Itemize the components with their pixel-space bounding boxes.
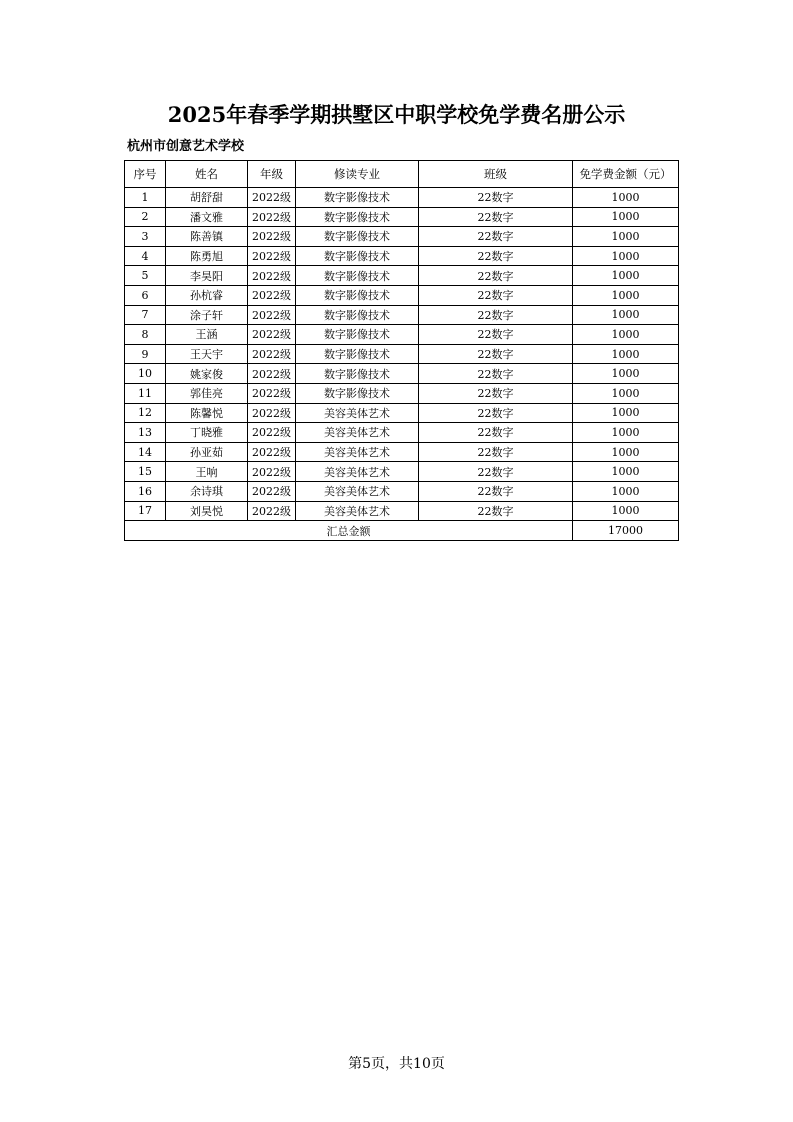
- cell-name: 孙亚茹: [166, 442, 248, 462]
- cell-index: 14: [125, 442, 166, 462]
- cell-index: 9: [125, 344, 166, 364]
- header-major: 修读专业: [296, 161, 419, 188]
- cell-grade: 2022级: [248, 383, 296, 403]
- cell-major: 数字影像技术: [296, 207, 419, 227]
- cell-major: 美容美体艺术: [296, 442, 419, 462]
- cell-amount: 1000: [573, 227, 679, 247]
- cell-index: 15: [125, 462, 166, 482]
- cell-index: 16: [125, 481, 166, 501]
- cell-name: 陈善镇: [166, 227, 248, 247]
- header-class: 班级: [419, 161, 573, 188]
- cell-major: 数字影像技术: [296, 305, 419, 325]
- header-name: 姓名: [166, 161, 248, 188]
- cell-grade: 2022级: [248, 266, 296, 286]
- cell-name: 涂子轩: [166, 305, 248, 325]
- cell-amount: 1000: [573, 462, 679, 482]
- cell-class: 22数字: [419, 305, 573, 325]
- cell-index: 10: [125, 364, 166, 384]
- cell-amount: 1000: [573, 246, 679, 266]
- page-title: 2025年春季学期拱墅区中职学校免学费名册公示: [167, 102, 626, 127]
- cell-index: 2: [125, 207, 166, 227]
- cell-major: 数字影像技术: [296, 285, 419, 305]
- cell-index: 4: [125, 246, 166, 266]
- cell-amount: 1000: [573, 207, 679, 227]
- cell-amount: 1000: [573, 305, 679, 325]
- cell-class: 22数字: [419, 325, 573, 345]
- cell-major: 数字影像技术: [296, 383, 419, 403]
- cell-amount: 1000: [573, 364, 679, 384]
- cell-major: 数字影像技术: [296, 266, 419, 286]
- cell-index: 12: [125, 403, 166, 423]
- cell-index: 5: [125, 266, 166, 286]
- cell-name: 丁晓雅: [166, 423, 248, 443]
- cell-class: 22数字: [419, 364, 573, 384]
- cell-index: 3: [125, 227, 166, 247]
- table-row: [125, 364, 679, 384]
- table-row: [125, 344, 679, 364]
- header-amount: 免学费金额（元）: [573, 161, 679, 188]
- cell-index: 13: [125, 423, 166, 443]
- cell-grade: 2022级: [248, 285, 296, 305]
- cell-major: 数字影像技术: [296, 188, 419, 208]
- cell-major: 美容美体艺术: [296, 403, 419, 423]
- total-value: 17000: [573, 521, 679, 541]
- cell-amount: 1000: [573, 188, 679, 208]
- fee-exemption-table: [124, 160, 679, 541]
- cell-grade: 2022级: [248, 344, 296, 364]
- table-row: [125, 207, 679, 227]
- cell-amount: 1000: [573, 403, 679, 423]
- table-row: [125, 325, 679, 345]
- cell-name: 余诗琪: [166, 481, 248, 501]
- cell-major: 美容美体艺术: [296, 462, 419, 482]
- cell-amount: 1000: [573, 481, 679, 501]
- table-body: [125, 188, 679, 521]
- cell-index: 1: [125, 188, 166, 208]
- cell-grade: 2022级: [248, 501, 296, 521]
- table-row: [125, 403, 679, 423]
- cell-amount: 1000: [573, 501, 679, 521]
- cell-name: 姚家俊: [166, 364, 248, 384]
- table-row: [125, 423, 679, 443]
- cell-class: 22数字: [419, 227, 573, 247]
- cell-name: 陈勇旭: [166, 246, 248, 266]
- cell-amount: 1000: [573, 383, 679, 403]
- table-row: [125, 462, 679, 482]
- table-row: [125, 285, 679, 305]
- cell-grade: 2022级: [248, 246, 296, 266]
- cell-name: 王天宇: [166, 344, 248, 364]
- cell-amount: 1000: [573, 423, 679, 443]
- cell-class: 22数字: [419, 403, 573, 423]
- cell-name: 陈馨悦: [166, 403, 248, 423]
- table-row: [125, 481, 679, 501]
- cell-name: 胡舒甜: [166, 188, 248, 208]
- cell-major: 美容美体艺术: [296, 481, 419, 501]
- school-name: 杭州市创意艺术学校: [127, 139, 245, 154]
- cell-class: 22数字: [419, 462, 573, 482]
- cell-major: 数字影像技术: [296, 344, 419, 364]
- table-row: [125, 442, 679, 462]
- table-row: [125, 227, 679, 247]
- cell-major: 美容美体艺术: [296, 423, 419, 443]
- cell-major: 数字影像技术: [296, 364, 419, 384]
- table-row: [125, 246, 679, 266]
- cell-grade: 2022级: [248, 462, 296, 482]
- cell-name: 王涵: [166, 325, 248, 345]
- cell-class: 22数字: [419, 266, 573, 286]
- table-row: [125, 383, 679, 403]
- cell-amount: 1000: [573, 344, 679, 364]
- cell-amount: 1000: [573, 285, 679, 305]
- header-index: 序号: [125, 161, 166, 188]
- cell-class: 22数字: [419, 207, 573, 227]
- cell-class: 22数字: [419, 501, 573, 521]
- table-row: [125, 266, 679, 286]
- cell-index: 11: [125, 383, 166, 403]
- cell-index: 17: [125, 501, 166, 521]
- cell-class: 22数字: [419, 423, 573, 443]
- cell-grade: 2022级: [248, 325, 296, 345]
- cell-major: 数字影像技术: [296, 246, 419, 266]
- cell-grade: 2022级: [248, 188, 296, 208]
- cell-grade: 2022级: [248, 227, 296, 247]
- cell-name: 孙杭睿: [166, 285, 248, 305]
- cell-name: 刘昊悦: [166, 501, 248, 521]
- cell-class: 22数字: [419, 285, 573, 305]
- cell-grade: 2022级: [248, 442, 296, 462]
- cell-class: 22数字: [419, 188, 573, 208]
- cell-grade: 2022级: [248, 481, 296, 501]
- cell-class: 22数字: [419, 344, 573, 364]
- cell-amount: 1000: [573, 266, 679, 286]
- cell-grade: 2022级: [248, 207, 296, 227]
- cell-name: 李昊阳: [166, 266, 248, 286]
- cell-amount: 1000: [573, 325, 679, 345]
- cell-name: 郭佳亮: [166, 383, 248, 403]
- cell-class: 22数字: [419, 246, 573, 266]
- cell-index: 8: [125, 325, 166, 345]
- cell-grade: 2022级: [248, 364, 296, 384]
- table-row: [125, 305, 679, 325]
- cell-class: 22数字: [419, 383, 573, 403]
- cell-name: 王响: [166, 462, 248, 482]
- cell-class: 22数字: [419, 481, 573, 501]
- total-label: 汇总金额: [125, 521, 573, 541]
- cell-index: 7: [125, 305, 166, 325]
- table-header: [125, 161, 679, 188]
- cell-major: 数字影像技术: [296, 227, 419, 247]
- cell-grade: 2022级: [248, 423, 296, 443]
- header-row: [125, 161, 679, 188]
- cell-index: 6: [125, 285, 166, 305]
- cell-amount: 1000: [573, 442, 679, 462]
- cell-class: 22数字: [419, 442, 573, 462]
- table-footer: [125, 521, 679, 541]
- page-footer: 第5页，共10页: [348, 1056, 445, 1072]
- cell-name: 潘文雅: [166, 207, 248, 227]
- table-row: [125, 501, 679, 521]
- table-row: [125, 188, 679, 208]
- total-row: [125, 521, 679, 541]
- cell-major: 美容美体艺术: [296, 501, 419, 521]
- cell-grade: 2022级: [248, 403, 296, 423]
- cell-grade: 2022级: [248, 305, 296, 325]
- header-grade: 年级: [248, 161, 296, 188]
- cell-major: 数字影像技术: [296, 325, 419, 345]
